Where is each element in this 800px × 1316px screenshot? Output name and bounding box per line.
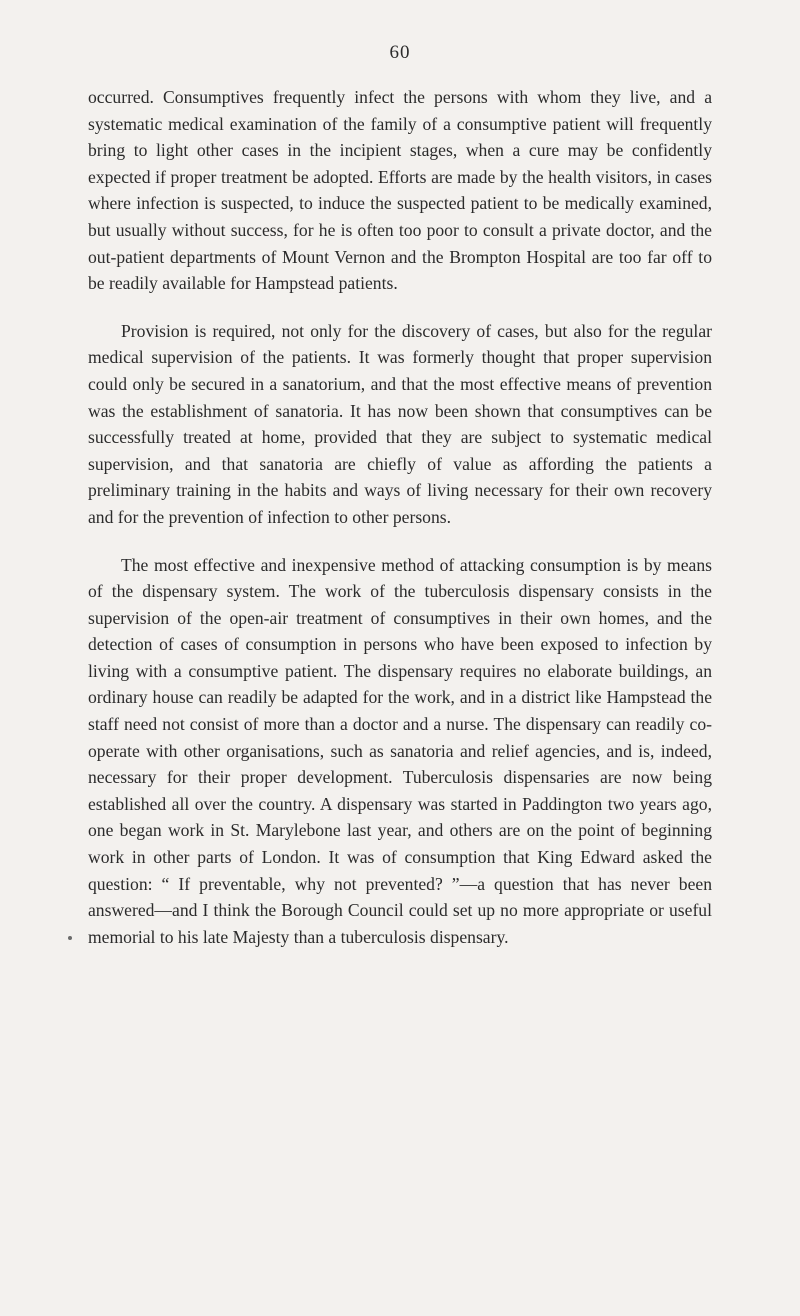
body-text bbox=[88, 84, 712, 971]
paragraph-provision: Provision is required, not only for the discovery of cases, but also for the regular medical supervision of the patients. It was formerly thought that proper supervision could only be secured in a sanatorium, and that the most effective means of prevention was the establishment of sanatoria. It has now been shown that consumptives can be successfully treated at home, provided that they are subject to systematic medical supervision, and that sanatoria are chiefly of value as affording the patients a preliminary training in the habits and ways of living necessary for their own recovery and for the prevention of infection to other persons. bbox=[88, 320, 712, 527]
paragraph-dispensary: The most effective and inexpensive method of attacking consumption is by means of the dispensary system. The work of the tuberculosis dispensary consists in the supervision of the open-air treatment of consumptives in their own homes, and the detection of cases of consumption in persons who have been exposed to infection by living with a consumptive patient. The dispensary requires no elaborate buildings, an ordinary house can readily be adapted for the work, and in a district like Hampstead the staff need not consist of more than a doctor and a nurse. The dispensary can readily co-operate with other organisations, such as sanatoria and relief agencies, and is, indeed, necessary for their proper development. Tuberculosis dispensaries are now being established all over the country. A dispensary was started in Paddington two years ago, one began work in St. Marylebone last year, and others are on the point of beginning work in other parts of London. It was of consumption that King Edward asked the question: “ If preventable, why not prevented? ”—a question that has never been answered—and I think the Borough Council could set up no more appropriate or useful memorial to his late Majesty than a tuberculosis dispensary. bbox=[88, 554, 712, 947]
page-number: 60 bbox=[389, 42, 411, 63]
margin-mark bbox=[68, 936, 72, 940]
paragraph-continued: occurred. Consumptives frequently infect the persons with whom they live, and a systematic medical examination of the family of a consumptive patient will frequently bring to light other cases in the incipient stages, when a cure may be confidently expected if proper treatment be adopted. Efforts are made by the health visitors, in cases where infection is suspected, to induce the suspected patient to be medically examined, but usually without success, for he is often too poor to consult a private doctor, and the out-patient departments of Mount Vernon and the Brompton Hospital are too far off to be readily available for Hampstead patients. bbox=[88, 87, 712, 294]
